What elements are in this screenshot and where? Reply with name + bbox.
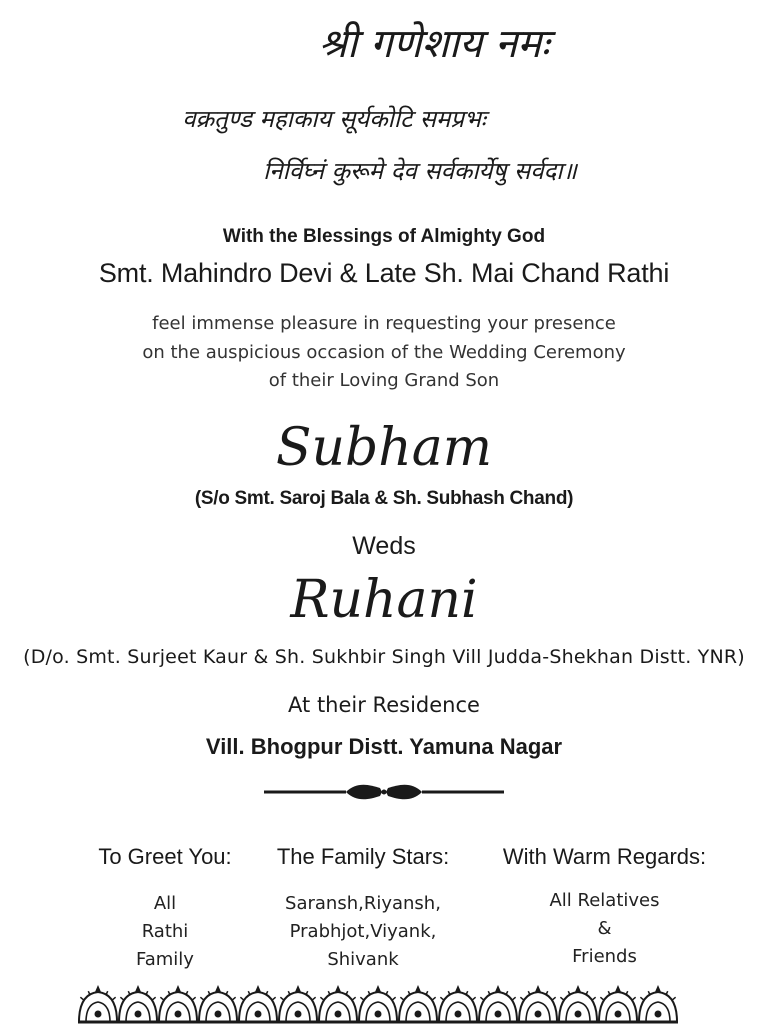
invitation-line-2: on the auspicious occasion of the Wedding Ceremony — [142, 342, 626, 363]
blessings-heading: With the Blessings of Almighty God — [222, 226, 546, 247]
groom-name: Subham — [275, 418, 493, 478]
regards-column — [482, 844, 727, 971]
greet-column — [80, 844, 250, 974]
family-stars-line: Shivank — [327, 949, 399, 970]
border-motif — [559, 985, 597, 1022]
family-stars-column — [256, 844, 470, 974]
border-motif — [79, 985, 117, 1022]
regards-line: Friends — [572, 946, 637, 967]
border-motif — [319, 985, 357, 1022]
mantra-title: श्री गणेशाय नमः — [318, 21, 550, 67]
ornamental-divider — [264, 778, 504, 806]
border-motif — [239, 985, 277, 1022]
invitation-line-3: of their Loving Grand Son — [268, 370, 500, 391]
border-motif — [479, 985, 517, 1022]
regards-heading: With Warm Regards: — [502, 844, 707, 869]
hosts-names: Smt. Mahindro Devi & Late Sh. Mai Chand Rathi — [98, 258, 670, 288]
mantra-line-1: वक्रतुण्ड महाकाय सूर्यकोटि समप्रभः — [182, 105, 486, 133]
border-motif — [639, 985, 677, 1022]
invitation-line-1: feel immense pleasure in requesting your presence — [152, 313, 616, 334]
greet-line: Family — [136, 949, 194, 970]
venue-label: At their Residence — [288, 693, 480, 717]
groom-parents: (S/o Smt. Saroj Bala & Sh. Subhash Chand) — [194, 488, 574, 509]
ornamental-border — [78, 984, 678, 1024]
venue-address: Vill. Bhogpur Distt. Yamuna Nagar — [205, 734, 563, 759]
family-stars-heading: The Family Stars: — [276, 844, 450, 869]
border-motif — [399, 985, 437, 1022]
border-motif — [199, 985, 237, 1022]
border-motif — [279, 985, 317, 1022]
family-stars-line: Prabhjot,Viyank, — [289, 921, 437, 942]
weds-label: Weds — [352, 532, 416, 560]
border-motif — [439, 985, 477, 1022]
bride-name: Ruhani — [290, 570, 478, 630]
border-motif — [159, 985, 197, 1022]
mantra-line-2: निर्विघ्नं कुरूमे देव सर्वकार्येषु सर्वदा॥ — [263, 157, 577, 185]
border-motif — [359, 985, 397, 1022]
border-motif — [119, 985, 157, 1022]
greet-line: Rathi — [141, 921, 189, 942]
regards-line: & — [597, 918, 612, 939]
family-stars-line: Saransh,Riyansh, — [285, 893, 441, 914]
border-motif — [519, 985, 557, 1022]
regards-line: All Relatives — [549, 890, 660, 911]
border-motif — [599, 985, 637, 1022]
greet-heading: To Greet You: — [98, 844, 232, 869]
bride-parents: (D/o. Smt. Surjeet Kaur & Sh. Sukhbir Singh Vill Judda-Shekhan Distt. YNR) — [23, 646, 745, 668]
greet-line: All — [153, 893, 177, 914]
